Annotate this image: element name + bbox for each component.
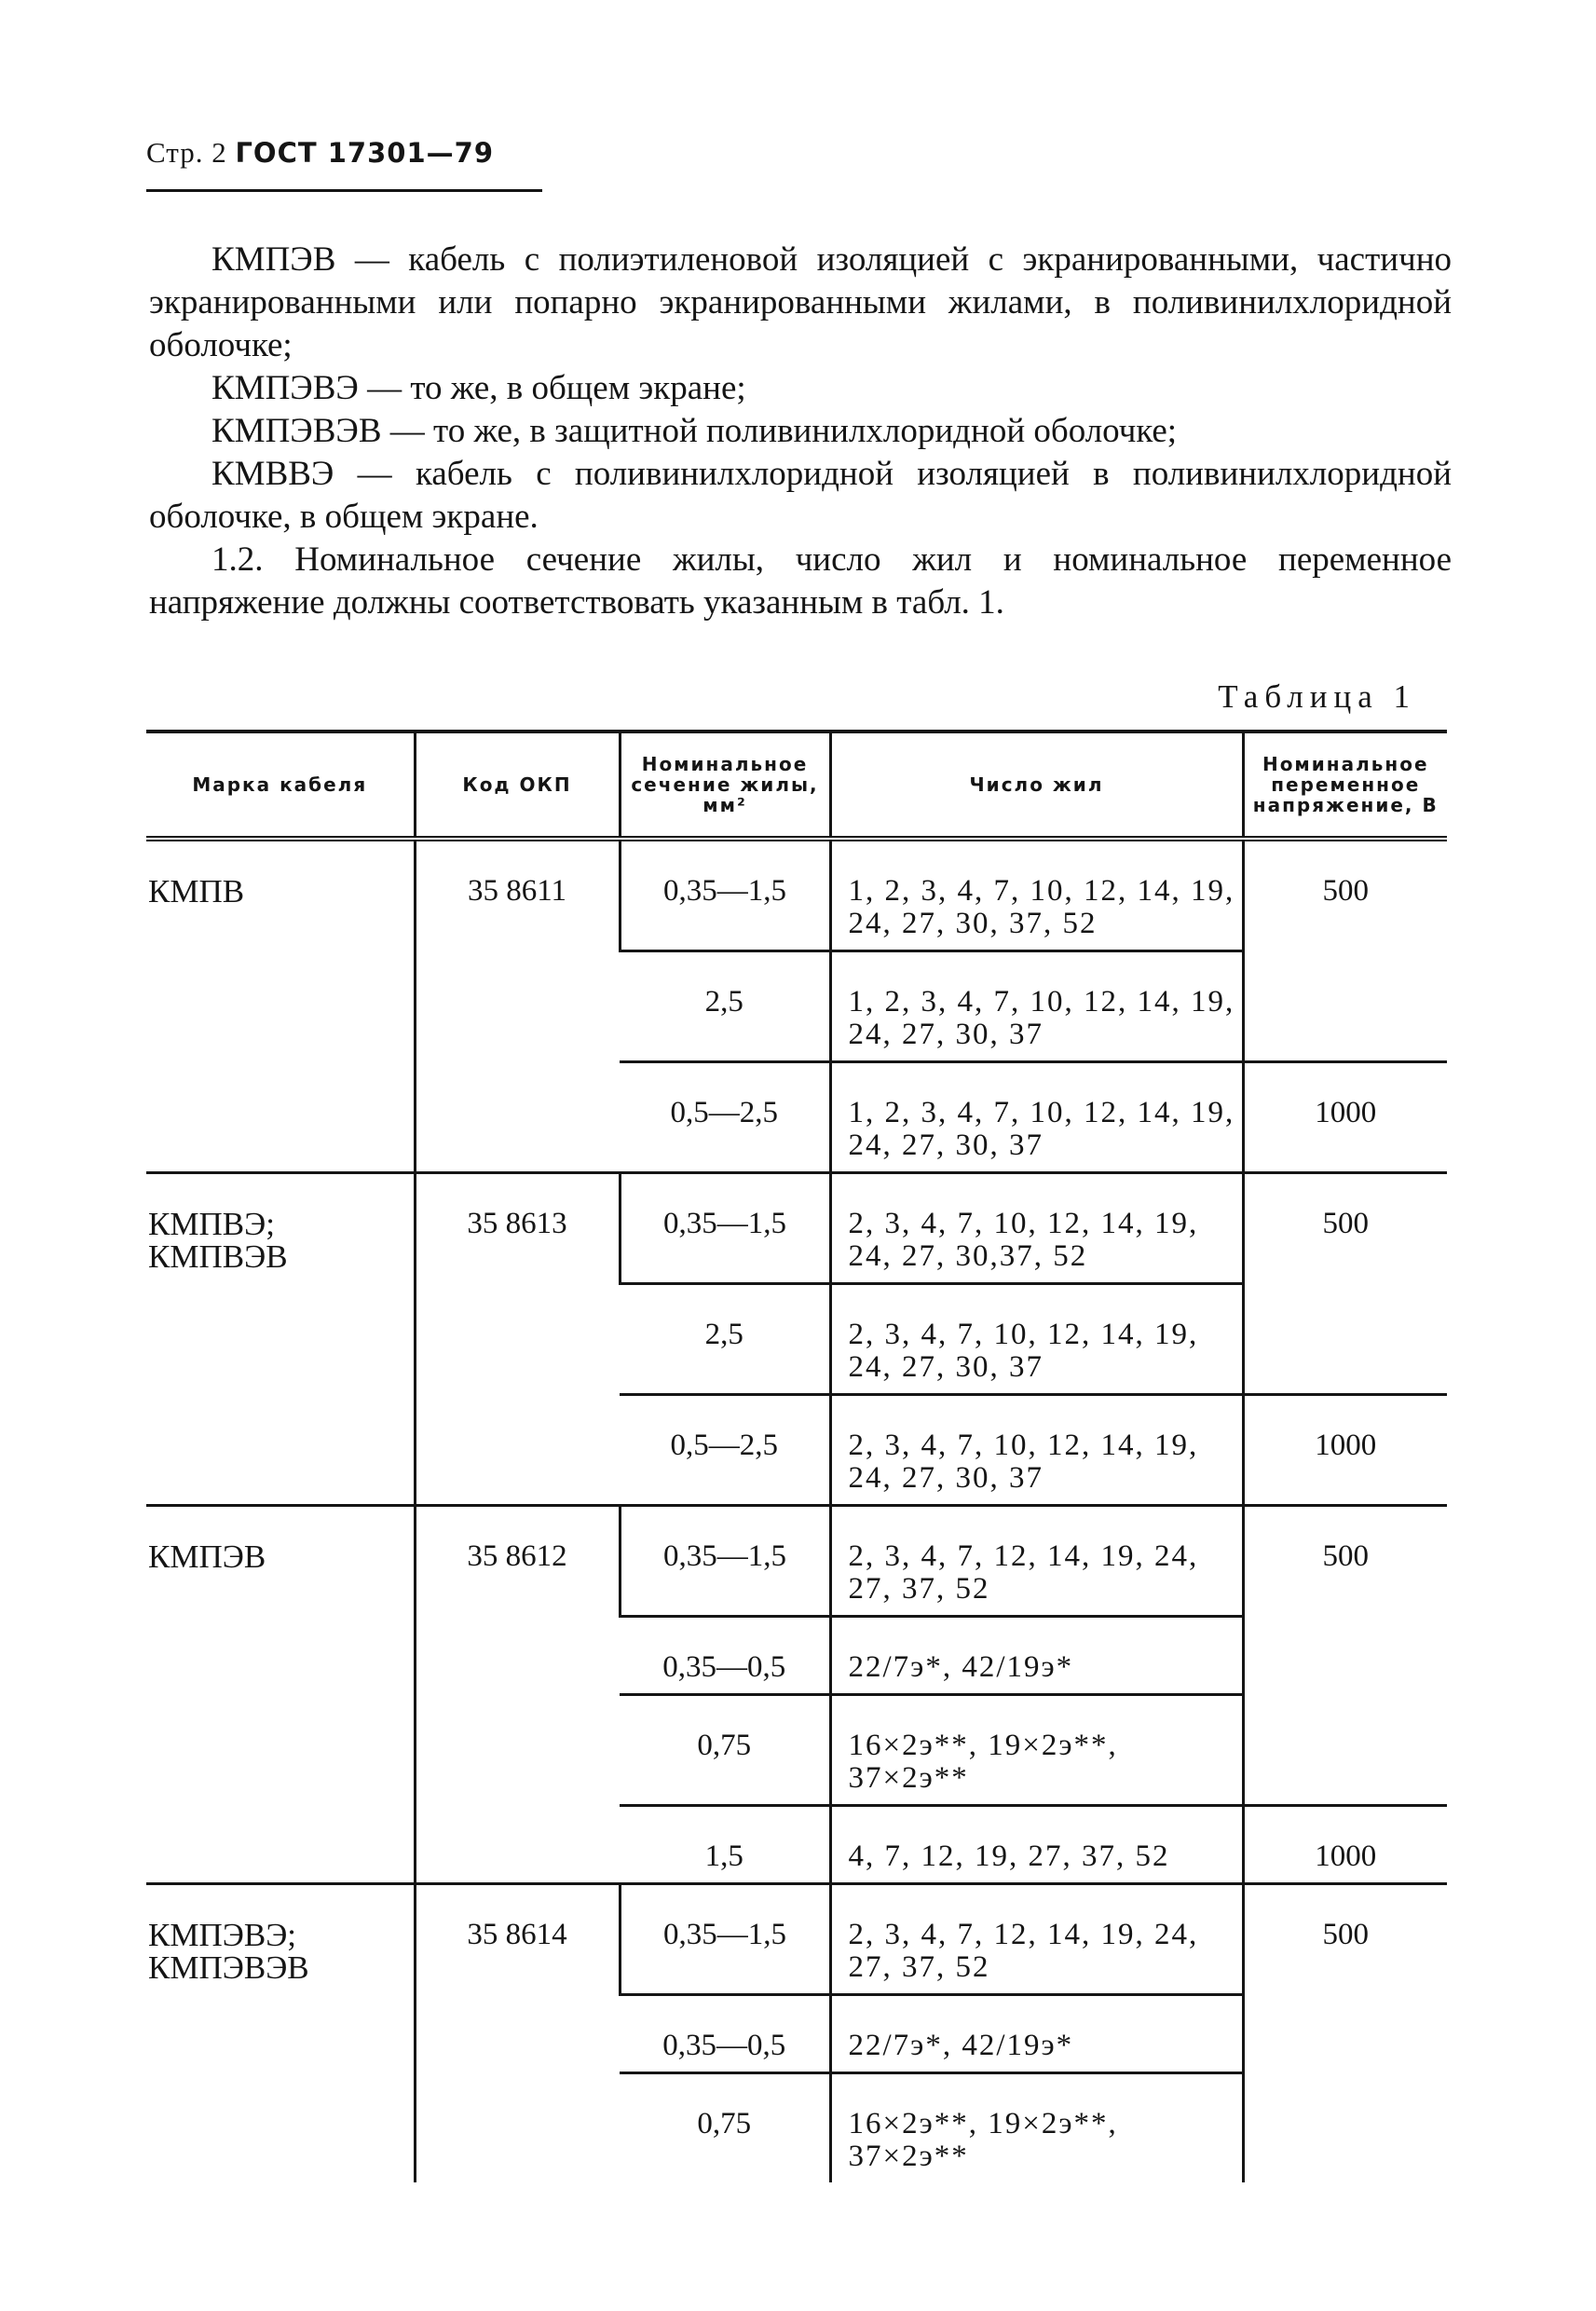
table-header-row xyxy=(146,732,1447,839)
cell-cores: 2, 3, 4, 7, 10, 12, 14, 19, 24, 27, 30, 37 xyxy=(830,1395,1243,1506)
cell-section: 0,5—2,5 xyxy=(620,1395,830,1506)
page-number: Стр. 2 xyxy=(146,136,227,169)
cell-cores: 2, 3, 4, 7, 12, 14, 19, 24, 27, 37, 52 xyxy=(830,1884,1243,1995)
cell-section: 0,35—0,5 xyxy=(620,1995,830,2073)
cell-cores: 16×2э**, 19×2э**, 37×2э** xyxy=(830,2073,1243,2183)
cell-cores: 2, 3, 4, 7, 10, 12, 14, 19, 24, 27, 30,37, 52 xyxy=(830,1173,1243,1284)
paragraph-kmpev: КМПЭВ — кабель с полиэтиленовой изоляцией с экранированными, частично экранированными или попарно экранированными жилами, в поливинилхлоридной оболочке; xyxy=(149,240,1452,364)
cell-cores: 22/7э*, 42/19э* xyxy=(830,1995,1243,2073)
cell-cores: 4, 7, 12, 19, 27, 37, 52 xyxy=(830,1806,1243,1884)
paragraph-1-2: 1.2. Номинальное сечение жилы, число жил и номинальное переменное напряжение должны соответствовать указанным в табл. 1. xyxy=(149,540,1452,622)
cell-section: 0,75 xyxy=(620,1695,830,1806)
cell-cores: 2, 3, 4, 7, 12, 14, 19, 24, 27, 37, 52 xyxy=(830,1506,1243,1617)
cell-cores: 16×2э**, 19×2э**, 37×2э** xyxy=(830,1695,1243,1806)
header-code: Код ОКП xyxy=(415,732,620,839)
cell-code: 35 8613 xyxy=(415,1173,620,1506)
cell-section: 0,35—1,5 xyxy=(620,1173,830,1284)
cell-section: 0,35—0,5 xyxy=(620,1617,830,1695)
header-section: Номинальное сечение жилы, мм² xyxy=(620,732,830,839)
cell-section: 0,35—1,5 xyxy=(620,1506,830,1617)
cell-section: 2,5 xyxy=(620,1284,830,1395)
table-label: Таблица 1 xyxy=(1218,678,1416,715)
standard-number: ГОСТ 17301—79 xyxy=(235,137,494,169)
cell-voltage: 500 xyxy=(1243,839,1447,1062)
cell-brand: КМПЭВ xyxy=(146,1506,415,1884)
cell-brand: КМПЭВЭ; КМПЭВЭВ xyxy=(146,1884,415,2183)
cell-brand: КМПВ xyxy=(146,839,415,1173)
header-voltage: Номинальное переменное напряжение, В xyxy=(1243,732,1447,839)
paragraph-kmpeveve: КМПЭВЭВ — то же, в защитной поливинилхлоридной оболочке; xyxy=(211,412,1178,450)
cell-section: 0,75 xyxy=(620,2073,830,2183)
cell-section: 0,5—2,5 xyxy=(620,1062,830,1173)
cell-section: 1,5 xyxy=(620,1806,830,1884)
table-row xyxy=(146,839,1447,951)
header-cores: Число жил xyxy=(830,732,1243,839)
header-brand: Марка кабеля xyxy=(146,732,415,839)
cell-code: 35 8614 xyxy=(415,1884,620,2183)
table-row xyxy=(146,1506,1447,1617)
cell-voltage: 1000 xyxy=(1243,1806,1447,1884)
cable-table xyxy=(146,730,1447,2182)
cell-voltage: 500 xyxy=(1243,1173,1447,1395)
cell-section: 0,35—1,5 xyxy=(620,1884,830,1995)
cell-code: 35 8612 xyxy=(415,1506,620,1884)
table-row xyxy=(146,1884,1447,1995)
table-row xyxy=(146,1173,1447,1284)
cell-voltage: 500 xyxy=(1243,1506,1447,1806)
cell-cores: 2, 3, 4, 7, 10, 12, 14, 19, 24, 27, 30, 37 xyxy=(830,1284,1243,1395)
cell-section: 0,35—1,5 xyxy=(620,839,830,951)
cell-cores: 1, 2, 3, 4, 7, 10, 12, 14, 19, 24, 27, 30, 37 xyxy=(830,1062,1243,1173)
cell-voltage: 1000 xyxy=(1243,1062,1447,1173)
paragraph-kmpeve: КМПЭВЭ — то же, в общем экране; xyxy=(211,369,746,407)
cell-section: 2,5 xyxy=(620,951,830,1062)
cell-brand: КМПВЭ; КМПВЭВ xyxy=(146,1173,415,1506)
header-rule xyxy=(146,189,542,192)
page-header xyxy=(146,136,494,170)
cell-voltage: 500 xyxy=(1243,1884,1447,2183)
cell-code: 35 8611 xyxy=(415,839,620,1173)
paragraph-kmvve: КМВВЭ — кабель с поливинилхлоридной изоляцией в поливинилхлоридной оболочке, в общем экране. xyxy=(149,455,1452,536)
cell-cores: 1, 2, 3, 4, 7, 10, 12, 14, 19, 24, 27, 30, 37 xyxy=(830,951,1243,1062)
cell-cores: 1, 2, 3, 4, 7, 10, 12, 14, 19, 24, 27, 30, 37, 52 xyxy=(830,839,1243,951)
cell-cores: 22/7э*, 42/19э* xyxy=(830,1617,1243,1695)
cell-voltage: 1000 xyxy=(1243,1395,1447,1506)
